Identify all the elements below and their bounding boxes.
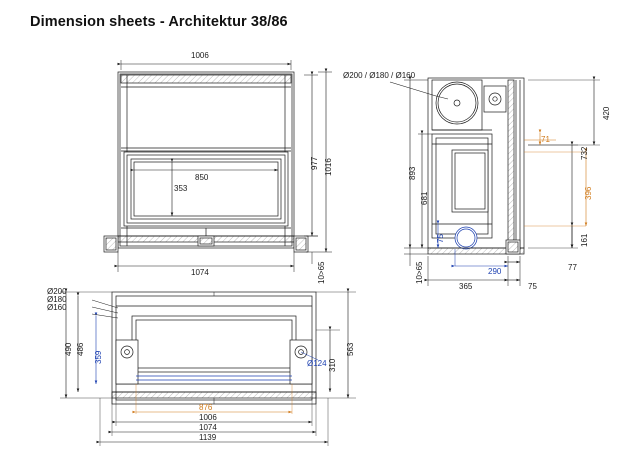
dim-side-body-height: 681 [420, 191, 429, 205]
dim-front-top-width: 1006 [191, 51, 209, 60]
dim-side-lower-height: 161 [580, 233, 589, 247]
plan-flue-label-200: Ø200 [47, 287, 67, 296]
dim-front-opening-height: 353 [174, 184, 188, 193]
dim-plan-depth-310: 310 [328, 358, 337, 372]
dim-front-total-height: 1016 [324, 158, 333, 176]
dim-plan-frame-width: 1074 [199, 423, 217, 432]
dim-plan-depth-490: 490 [64, 342, 73, 356]
dim-side-flue-offset: 71 [541, 135, 550, 144]
page-title: Dimension sheets - Architektur 38/86 [30, 14, 288, 30]
dim-side-glass-depth: 290 [488, 267, 502, 276]
dim-side-depth-front: 77 [568, 263, 577, 272]
dim-plan-body-width: 1006 [199, 413, 217, 422]
dim-side-depth-rear: 75 [528, 282, 537, 291]
dim-side-foot-range: 10>65 [415, 261, 424, 284]
dim-plan-depth-486: 486 [76, 342, 85, 356]
dim-side-overall-height: 893 [408, 166, 417, 180]
plan-flue-label-180: Ø180 [47, 295, 67, 304]
dim-side-top-height: 420 [602, 106, 611, 120]
dim-front-foot-range: 10>65 [317, 261, 326, 284]
dim-plan-total-width: 1139 [199, 433, 217, 442]
dim-plan-depth-359: 359 [94, 350, 103, 364]
plan-flue-label-160: Ø160 [47, 303, 67, 312]
dim-plan-glass-width: 876 [199, 403, 213, 412]
dim-plan-hole-dia: Ø124 [307, 359, 327, 368]
dim-front-inner-height: 977 [310, 156, 319, 170]
dim-side-foot-height: 75 [436, 234, 445, 243]
dim-side-orange-height: 396 [584, 186, 593, 200]
dim-plan-depth-563: 563 [346, 342, 355, 356]
dim-side-depth-total: 365 [459, 282, 473, 291]
dim-front-opening-width: 850 [195, 173, 209, 182]
dim-front-base-width: 1074 [191, 268, 209, 277]
flue-diameter-label: Ø200 / Ø180 / Ø160 [343, 71, 416, 80]
dim-side-flue-height: 732 [580, 146, 589, 160]
